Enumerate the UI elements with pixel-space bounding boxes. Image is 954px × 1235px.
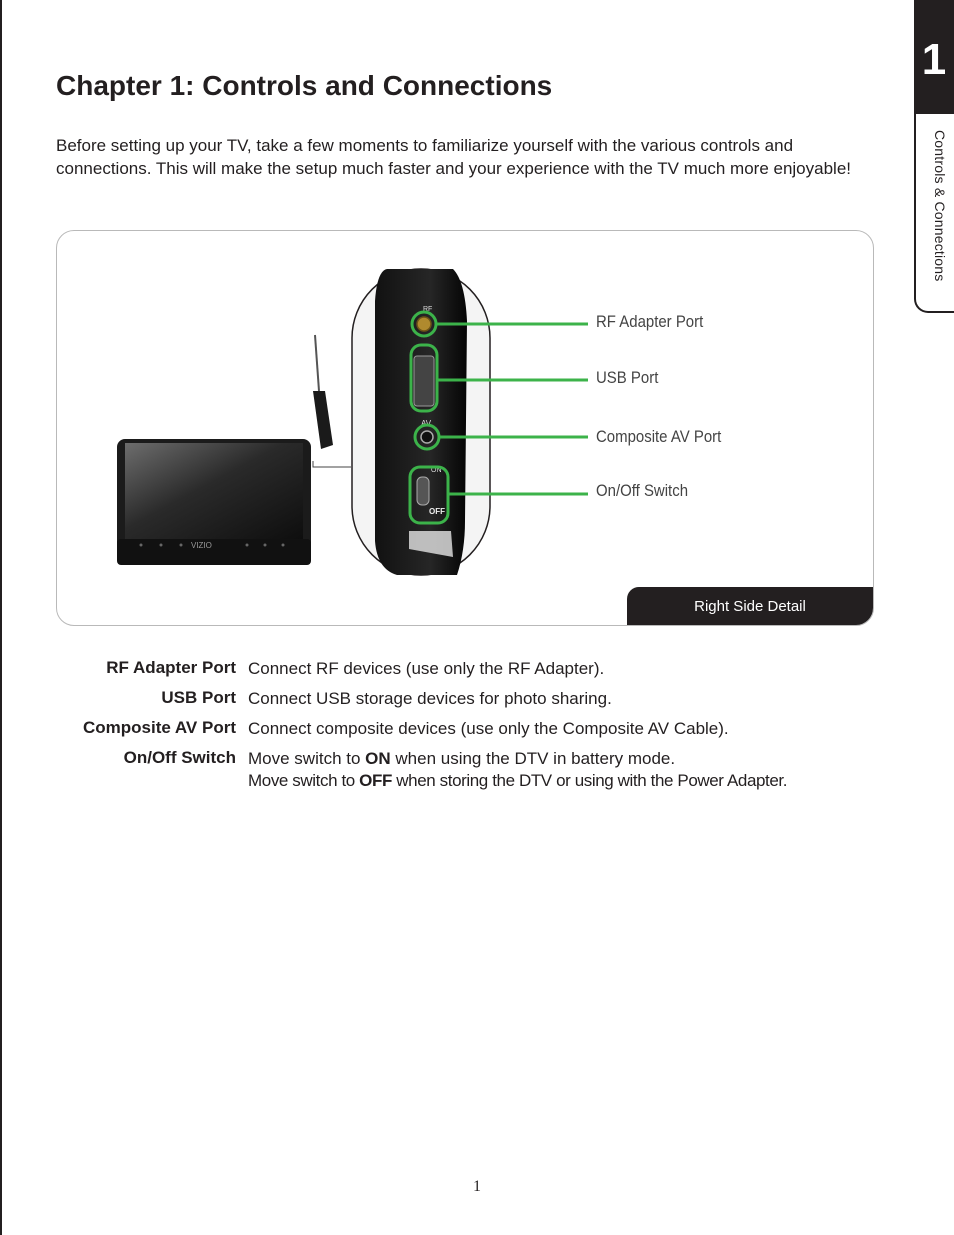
right-side-detail-figure xyxy=(56,230,874,626)
figure-caption: Right Side Detail xyxy=(627,587,873,625)
line2-suffix: when storing the DTV or using with the Power Adapter. xyxy=(391,771,788,790)
page-left-rule xyxy=(0,0,2,1235)
page-title: Chapter 1: Controls and Connections xyxy=(56,70,553,101)
callout-on-off-switch: On/Off Switch xyxy=(596,481,689,500)
line1-prefix: Move switch to xyxy=(248,749,366,768)
on-side-label: ON xyxy=(431,467,442,474)
callout-composite-av-port: Composite AV Port xyxy=(596,427,722,446)
term-definition xyxy=(248,748,868,792)
callout-usb-port: USB Port xyxy=(596,368,659,387)
antenna-icon xyxy=(313,335,333,449)
chapter-tab xyxy=(914,0,954,313)
definition-line-2 xyxy=(248,770,868,792)
term-label: On/Off Switch xyxy=(123,748,236,767)
page-number: 1 xyxy=(473,1178,481,1195)
side-detail-icon xyxy=(352,269,490,575)
line1-bold: ON xyxy=(365,749,391,768)
line1-suffix: when using the DTV in battery mode. xyxy=(390,749,676,768)
chapter-tab-label: Controls & Connections xyxy=(932,130,948,282)
callout-rf-adapter-port: RF Adapter Port xyxy=(596,312,704,331)
off-side-label: OFF xyxy=(429,507,445,516)
tv-front-icon xyxy=(117,439,311,565)
term-definition: Connect composite devices (use only the Composite AV Cable). xyxy=(248,719,729,738)
description-table xyxy=(56,656,856,798)
term-definition: Connect USB storage devices for photo sharing. xyxy=(248,689,612,708)
av-side-label: AV xyxy=(421,419,432,428)
description-row xyxy=(56,656,856,686)
description-row xyxy=(56,686,856,716)
tv-brand-logo: VIZIO xyxy=(191,541,212,550)
chapter-number: 1 xyxy=(914,0,954,114)
line2-prefix: Move switch to xyxy=(248,771,360,790)
definition-line-1 xyxy=(248,749,675,768)
term-label: RF Adapter Port xyxy=(106,658,236,677)
rf-side-label: RF xyxy=(423,306,433,313)
term-definition: Connect RF devices (use only the RF Adapter). xyxy=(248,659,605,678)
intro-paragraph: Before setting up your TV, take a few moments to familiarize yourself with the various controls and connections. This will make the setup much faster and your experience with the TV much more enjoyable! xyxy=(56,136,851,178)
tv-illustration xyxy=(57,231,874,626)
description-row xyxy=(56,716,856,746)
description-row xyxy=(56,746,856,798)
term-label: Composite AV Port xyxy=(82,718,236,737)
line2-bold: OFF xyxy=(359,771,392,790)
term-label: USB Port xyxy=(161,688,236,707)
